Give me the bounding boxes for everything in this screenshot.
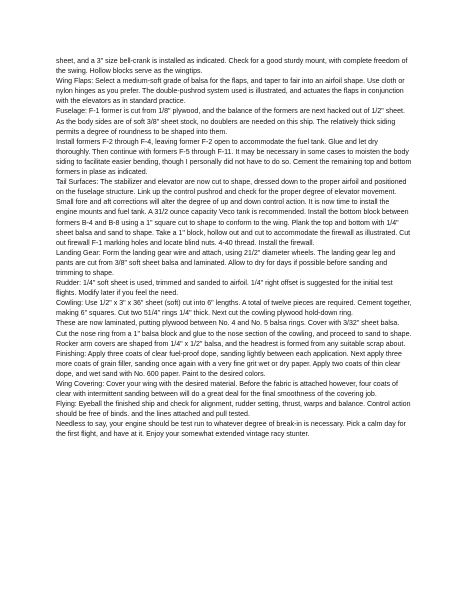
paragraph-cowling: Cowling: Use 1/2" x 3" x 36" sheet (soft) cut into 6" lengths. A total of twelve pieces are required. Cement together, making 6" squares. Cut two 51/4" rings 1/4" thick. Next cut the cowling plywood hold-down ring. — [56, 300, 412, 318]
paragraph-cowling-lamination: These are now laminated, putting plywood between No. 4 and No. 5 balsa rings. Cover with 3/32" sheet balsa. Cut the nose ring from a 1" balsa block and glue to the nose section of the cowling, and proceed to sand to shape. Rocker arm covers are shaped from 1/4" x 1/2" balsa, and the headrest is formed from any suitable scrap about. — [56, 320, 412, 348]
document-body — [56, 57, 412, 441]
paragraph-wing-flaps: Wing Flaps: Select a medium-soft grade of balsa for the flaps, and taper to fair into an airfoil shape. Use cloth or nylon hinges as you prefer. The double-pushrod system used is illustrated, and actuates the flaps in conjunction with the elevators as in standard practice. — [56, 78, 405, 106]
paragraph-flying: Flying: Eyeball the finished ship and check for alignment, rudder setting, thrust, warps and balance. Control action should be free of binds. and the lines attached and pull tested. — [56, 401, 411, 419]
paragraph-rudder: Rudder: 1/4" soft sheet is used, trimmed and sanded to airfoil. 1/4" right offset is suggested for the initial test flights. Modify later if you feel the need. — [56, 280, 393, 298]
paragraph-landing-gear: Landing Gear: Form the landing gear wire and attach, using 21/2" diameter wheels. The landing gear leg and pants are cut from 3/8" soft sheet balsa and laminated. Allow to dry for days if possible before sanding and trimming to shape. — [56, 249, 396, 277]
paragraph-bellcrank-continuation: sheet, and a 3" size bell-crank is installed as indicated. Check for a good sturdy mount, with complete freedom of the swing. Hollow blocks serve as the wingtips. — [56, 58, 408, 76]
paragraph-install-formers: Install formers F-2 through F-4, leaving former F-2 open to accommodate the fuel tank. Glue and let dry thoroughly. Then continue with formers F-5 through F-11. It may be necessary in some cases to moisten the body siding to facilitate easier bending, though I personally did not have to do so. Cement the remaining top and bottom formers in plase as indicated. — [56, 138, 412, 177]
paragraph-closing: Needless to say, your engine should be test run to whatever degree of break-in is necessary. Pick a calm day for the first flight, and have at it. Enjoy your somewhat extended vintage racy stunter. — [56, 421, 406, 439]
paragraph-finishing: Finishing: Apply three coats of clear fuel-proof dope, sanding lightly between each application. Next apply three more coats of grain filler, sanding once again with a very fine grit wet or dry paper. Apply two coats of thin clear dope, and wet sand with No. 600 paper. Paint to the desired colors. — [56, 350, 402, 378]
paragraph-tail-surfaces: Tail Surfaces: The stabilizer and elevator are now cut to shape, dressed down to the proper airfoil and positioned on the fuselage structure. Link up the control pushrod and check for the proper degree of elevator movement. Small fore and aft corrections will alter the degree of up and down control action. It is now time to install the engine mounts and fuel tank. A 31/2 ounce capacity Veco tank is recommended. Install the bottom block between formers B-4 and B-8 using a 1" square cut to shape to conform to the wing. Plank the top and bottom with 1/4" sheet balsa and sand to shape. Take a 1" block, hollow out and cut to accommodate the firewall as illustrated. Cut out firewall F-1 marking holes and locate blind nuts. 4-40 thread. Install the firewall. — [56, 179, 411, 247]
paragraph-fuselage: Fuselage: F-1 former is cut from 1/8" plywood, and the balance of the formers are next hacked out of 1/2" sheet. As the body sides are of soft 3/8" sheet stock, no doublers are needed on this ship. The relatively thick siding permits a degree of roundness to be shaped into them. — [56, 108, 405, 136]
paragraph-wing-covering: Wing Covering: Cover your wing with the desired material. Before the fabric is attached however, four coats of clear with intermittent sanding between will do a great deal for the final smoothness of the covering job. — [56, 381, 398, 399]
